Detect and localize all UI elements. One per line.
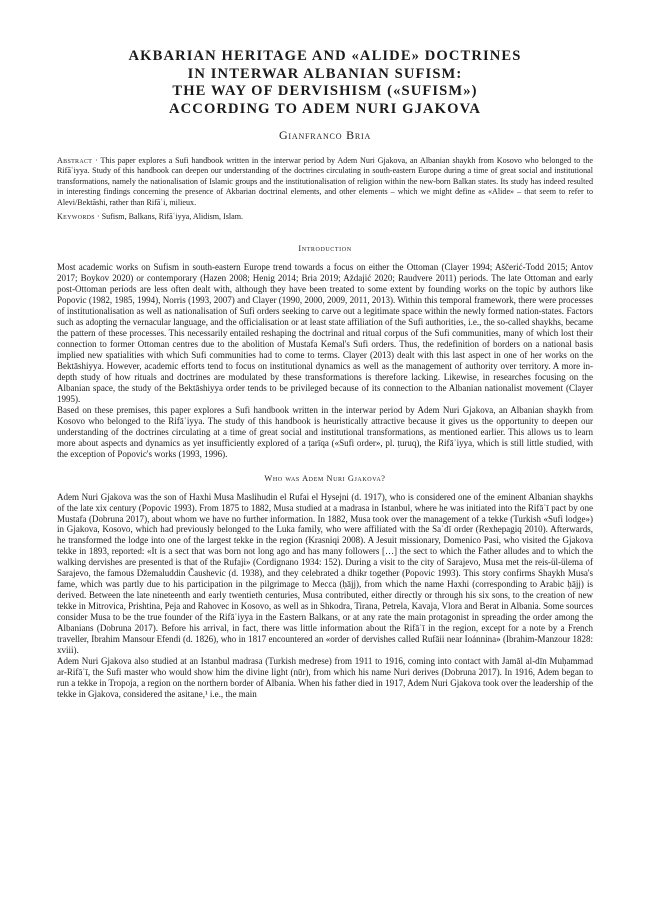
keywords-text: · Sufism, Balkans, Rifāʿiyya, Alidism, Islam. [94, 212, 244, 222]
paper-title [57, 48, 593, 118]
abstract-label: Abstract [57, 156, 93, 165]
keywords-label: Keywords [57, 212, 95, 222]
title-line: IN INTERWAR ALBANIAN SUFISM: [187, 65, 463, 82]
paragraph: Based on these premises, this paper explores a Sufi handbook written in the interwar period by Adem Nuri Gjakova, an Albanian shaykh from Kosovo who belonged to the Rifāʿiyya. The study of this handbook is heuristically attractive because it gives us the opportunity to deepen our understanding of the doctrines circulating at a time of great social and institutional transformations, as mentioned earlier. This allows us to learn more about aspects and dynamics as yet insufficiently explored of a ṭarīqa («Sufi order», pl. ṭuruq), the Rifāʿiyya, which is still little studied, with the exception of Popovic's works (1993, 1996). [57, 404, 593, 459]
section-heading-who-was-adem: Who was Adem Nuri Gjakova? [264, 473, 386, 483]
introduction-body [57, 262, 593, 459]
section-heading-introduction: Introduction [298, 244, 352, 254]
paragraph: Most academic works on Sufism in south-eastern Europe trend towards a focus on either the Ottoman (Clayer 1994; Aščerić-Todd 2015; Antov 2017; Boykov 2020) or contemporary (Hazen 2008; Henig 2014; Bria 2019; Aždajić 2020; Raudvere 2011) periods. The late Ottoman and early post-Ottoman periods are less often dealt with, although they have been treated to some extent by founding works on the topic by authors like Popovic (1982, 1985, 1994), Norris (1993, 2007) and Clayer (1990, 2000, 2009, 2011, 2013). Within this temporal framework, there were processes of institutionalisation as well as nationalisation of Sufi orders seeking to carve out a legitimate space within the newly formed nation-states. Factors such as adopting the vernacular language, and the officialisation or at least state affiliation of the Sufi authorities, i.e., the so-called shaykhs, became the pattern of these processes. This necessarily entailed reshaping the doctrinal and ritual corpus of the Sufi communities, many of which lost their connection to former Ottoman centres due to the abolition of Mustafa Kemal's Sufi orders. Thus, the redefinition of borders on a national basis implied new spatialities with which Sufi communities had to come to terms. Clayer (2013) dealt with this last aspect in one of her works on the Bektāshiyya. However, academic efforts tend to focus on institutional dynamics as well as the management of authority over territory. A more in-depth study of how rituals and doctrines are modulated by these transformations is therefore lacking. Likewise, in researches focusing on the Albanian space, the study of the Bektāshiyya order tends to be privileged because of its connection to the Albanian nationalist movement (Clayer 1995). [57, 262, 593, 404]
abstract-text: · This paper explores a Sufi handbook written in the interwar period by Adem Nuri Gjakova, an Albanian shaykh from Kosovo who belonged to the Rifāʿiyya. Study of this handbook can deepen our understanding of the doctrines circulating in south-eastern Europe during a time of great social and institutional transformations, namely the nationalisation of Islamic groups and the institutionalisation of religion within the new-born Balkan states. Its study has indeed resulted in interesting findings concerning the presence of Akbarian doctrinal elements, and other elements – which we might define as «Alide» – that seem to refer to Alevi/Bektāshi, rather than Rifāʿi, milieux. [57, 156, 593, 207]
title-line: THE WAY OF DERVISHISM («SUFISM») [172, 83, 478, 99]
section-body [57, 492, 593, 700]
title-line: ACCORDING TO ADEM NURI GJAKOVA [169, 100, 481, 117]
abstract [57, 156, 593, 208]
paragraph: Adem Nuri Gjakova also studied at an Istanbul madrasa (Turkish medrese) from 1911 to 1916, coming into contact with Jamāl al-dīn Muḥammad ar-Rifāʿī, the Sufi master who would show him the divine light (nūr), from which his name Nuri derives (Dobruna 2017). In 1916, Adem began to run a tekke in Tropoja, a region on the northern border of Albania. When his father died in 1917, Adem Nuri Gjakova took over the leadership of the tekke in Gjakova, considered the asitane,¹ i.e., the main [57, 655, 593, 699]
keywords [57, 212, 593, 222]
author-name: Gianfranco Bria [278, 128, 372, 142]
title-line: AKBARIAN HERITAGE AND «ALIDE» DOCTRINES [128, 48, 522, 64]
paragraph: Adem Nuri Gjakova was the son of Haxhi Musa Maslihudin el Rufai el Hysejni (d. 1917), who is considered one of the eminent Albanian shaykhs of the late xix century (Popovic 1993). From 1875 to 1882, Musa studied at a madrasa in Istanbul, where he was initiated into the Rifāʿī pact by one Mustafa (Dobruna 2017), about whom we have no further information. In 1882, Musa took over the management of a tekke (Turkish «Sufi lodge») in Gjakova, Kosovo, which had previously belonged to the Luka family, who were affiliated with the Saʿdī order (Rexhepagiq 2010). Afterwards, he transformed the lodge into one of the largest tekke in the region (Krasniqi 2008). A Jesuit missionary, Domenico Pasi, who visited the Gjakova tekke in 1893, reported: «It is a sect that was born not long ago and has many followers […] the sect to which the Father alludes and to which the walking dervishes are presented is that of the Rufaji» (Cordignano 1934: 152). During a visit to the city of Sarajevo, Musa met the reis-ül-ülema of Sarajevo, the famous Džemaluddin Čaushevic (d. 1938), and they celebrated a dhikr together (Popovic 1993). This story confirms Shaykh Musa's fame, which was partly due to his participation in the pilgrimage to Mecca (ḥājj), from which the name Haxhi (corresponding to Arabic ḥājj) is derived. Between the late nineteenth and early twentieth centuries, Musa contributed, either directly or through his six sons, to the creation of new tekke in Mitrovica, Prishtina, Peja and Rahovec in Kosovo, as well as in Shkodra, Tirana, Petrela, Kavaja, Vlora and Berat in Albania. Some sources consider Musa to be the true founder of the Rifāʿiyya in the Eastern Balkans, or at any rate the main protagonist in spreading the order among the Albanians (Dobruna 2017). Before his arrival, in fact, there was little information about the Rifāʿī in the region, except for a note by a French traveller, Ibrahim Mansour Efendi (d. 1826), who in 1817 encountered an «order of dervishes called Rufāii near Ioánnina» (Ibrahim-Manzour 1828: xviii). [57, 491, 593, 655]
